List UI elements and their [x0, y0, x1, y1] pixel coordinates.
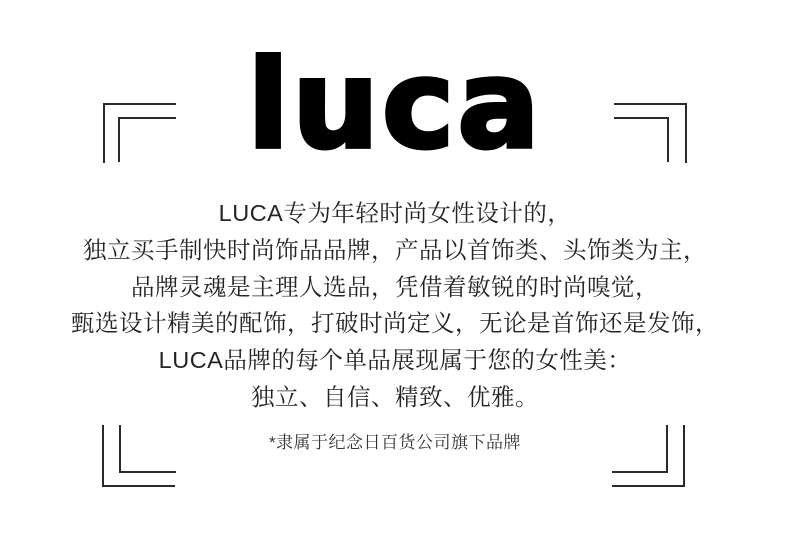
brand-description-line-3: 品牌灵魂是主理人选品，凭借着敏锐的时尚嗅觉，: [131, 273, 659, 300]
footnote: *隶属于纪念日百货公司旗下品牌: [268, 433, 522, 452]
brand-description-line-5: LUCA品牌的每个单品展现属于您的女性美：: [158, 347, 632, 374]
brand-description-line-2: 独立买手制快时尚饰品品牌，产品以首饰类、头饰类为主，: [83, 236, 707, 263]
brand-description-line-1: LUCA专为年轻时尚女性设计的，: [218, 200, 572, 226]
brand-logo: luca: [247, 34, 543, 176]
brand-description-line-6: 独立、自信、精致、优雅。: [251, 383, 539, 410]
brand-description: [0, 195, 790, 416]
brand-description-line-4: 甄选设计精美的配饰，打破时尚定义，无论是首饰还是发饰，: [71, 310, 719, 337]
